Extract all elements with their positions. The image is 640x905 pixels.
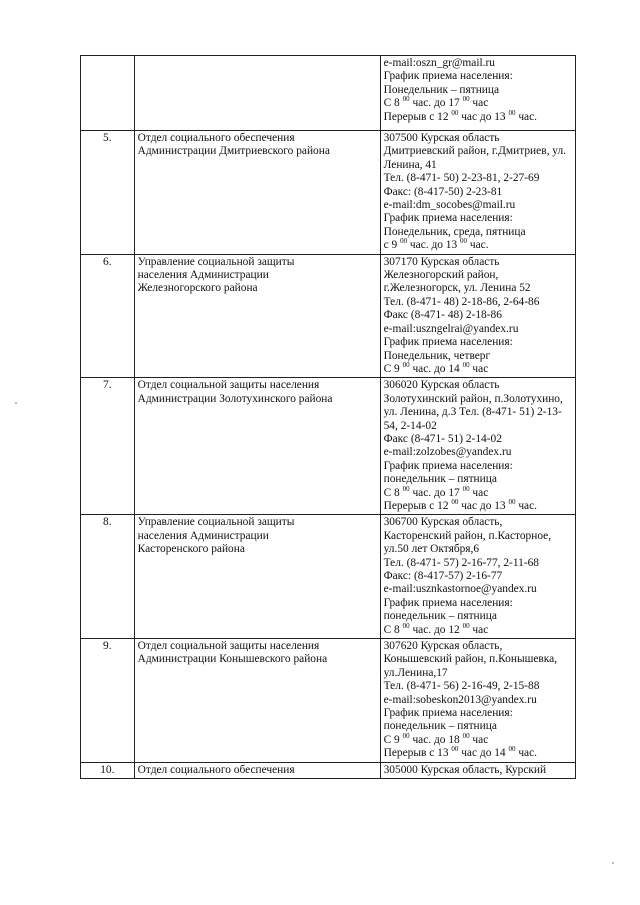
- office-contacts: [380, 131, 575, 255]
- office-name: [134, 762, 380, 778]
- contact-line: С 9 $^{00}$ час. до 14 $^{00}$ час: [383, 360, 489, 375]
- office-name-line: Отдел социальной защиты населения: [137, 379, 320, 392]
- office-name-line: Администрации Конышевского района: [137, 653, 328, 666]
- contact-line: Конышевский район, п.Конышевка,: [383, 653, 558, 666]
- contact-line: Тел. (8-471- 50) 2-23-81, 2-27-69: [383, 172, 540, 185]
- contact-line: ул.50 лет Октября,6: [383, 543, 480, 556]
- contact-line: e-mail:sobeskon2013@yandex.ru: [383, 693, 537, 706]
- contact-line: 305000 Курская область, Курский: [383, 763, 547, 776]
- table-body: [81, 56, 576, 779]
- contact-line: e-mail:oszn_gr@mail.ru: [383, 57, 496, 69]
- office-name-line: Отдел социального обеспечения: [137, 132, 295, 144]
- contact-line: Тел. (8-471- 48) 2-18-86, 2-64-86: [383, 295, 540, 308]
- contact-line: ул.Ленина,17: [383, 666, 448, 679]
- office-name-line: населения Администрации: [137, 269, 269, 282]
- office-name-line: Администрации Золотухинского района: [137, 392, 333, 405]
- table-row: [81, 639, 576, 763]
- office-name: [134, 131, 380, 255]
- office-name-line: Отдел социальной защиты населения: [137, 640, 320, 653]
- contact-line: 307500 Курская область: [383, 132, 500, 144]
- contact-line: График приема населения:: [383, 459, 513, 472]
- office-name: [134, 515, 380, 639]
- contact-line: Факс: (8-417-50) 2-23-81: [383, 185, 503, 198]
- contact-line: Тел. (8-471- 56) 2-16-49, 2-15-88: [383, 680, 540, 693]
- contact-line: Перерыв с 12 $^{00}$ час до 13 $^{00}$ час.: [383, 108, 538, 123]
- contact-line: Ленина, 41: [383, 158, 437, 171]
- office-name-line: Администрации Дмитриевского района: [137, 145, 330, 158]
- office-name-line: Управление социальной защиты: [137, 255, 295, 268]
- row-number: 6.: [81, 254, 135, 378]
- superscript-minutes: 00: [462, 360, 470, 369]
- contact-line: Дмитриевский район, г.Дмитриев, ул.: [383, 145, 566, 158]
- contact-line: Железногорский район,: [383, 269, 499, 282]
- superscript-minutes: 00: [402, 360, 410, 369]
- row-number: [81, 56, 135, 131]
- contact-line: понедельник – пятница: [383, 720, 497, 733]
- office-contacts: [380, 762, 575, 778]
- superscript-minutes: 00: [508, 497, 516, 506]
- superscript-minutes: 00: [508, 108, 516, 117]
- contact-line: e-mail:usznkastornoe@yandex.ru: [383, 583, 537, 596]
- office-contacts: [380, 515, 575, 639]
- contact-line: ул. Ленина, д.3 Тел. (8-471- 51) 2-13-: [383, 406, 562, 419]
- contact-line: г.Железногорск, ул. Ленина 52: [383, 282, 531, 295]
- contact-line: 307170 Курская область: [383, 255, 500, 268]
- contact-line: Понедельник – пятница: [383, 83, 500, 96]
- contact-line: 307620 Курская область,: [383, 640, 503, 653]
- office-name: [134, 56, 380, 131]
- office-name: [134, 639, 380, 763]
- contact-line: С 8 $^{00}$ час. до 12 $^{00}$ час: [383, 621, 489, 636]
- contact-line: e-mail:zolzobes@yandex.ru: [383, 446, 512, 459]
- contact-line: График приема населения:: [383, 596, 513, 609]
- contact-line: e-mail:uszngelrai@yandex.ru: [383, 322, 519, 335]
- table-row: [81, 254, 576, 378]
- contact-line: Тел. (8-471- 57) 2-16-77, 2-11-68: [383, 556, 540, 569]
- contact-line: 54, 2-14-02: [383, 419, 437, 432]
- superscript-minutes: 00: [508, 745, 516, 754]
- contact-line: График приема населения:: [383, 336, 513, 349]
- contact-line: График приема населения:: [383, 212, 513, 225]
- office-contacts: [380, 56, 575, 131]
- table-row: [81, 378, 576, 515]
- social-protection-offices-table: [80, 55, 576, 779]
- office-contacts: [380, 254, 575, 378]
- superscript-minutes: 00: [402, 484, 410, 493]
- contact-line: График приема населения:: [383, 70, 513, 83]
- contact-line: Перерыв с 13 $^{00}$ час до 14 $^{00}$ час.: [383, 745, 538, 760]
- contact-line: С 8 $^{00}$ час. до 17 $^{00}$ час: [383, 95, 489, 110]
- superscript-minutes: 00: [451, 497, 459, 506]
- office-name: [134, 254, 380, 378]
- office-name-line: Управление социальной защиты: [137, 516, 295, 529]
- superscript-minutes: 00: [462, 731, 470, 740]
- contact-line: С 9 $^{00}$ час. до 18 $^{00}$ час: [383, 731, 489, 746]
- row-number: 7.: [81, 378, 135, 515]
- row-number: 9.: [81, 639, 135, 763]
- table-row: [81, 56, 576, 131]
- superscript-minutes: 00: [462, 621, 470, 630]
- contact-line: Факс: (8-417-57) 2-16-77: [383, 570, 503, 582]
- scan-speck: [15, 402, 17, 404]
- superscript-minutes: 00: [462, 484, 470, 493]
- table-row: [81, 762, 576, 778]
- row-number: 8.: [81, 515, 135, 639]
- superscript-minutes: 00: [451, 745, 459, 754]
- contact-line: Понедельник, среда, пятница: [383, 225, 526, 238]
- superscript-minutes: 00: [451, 108, 459, 117]
- office-contacts: [380, 378, 575, 515]
- office-contacts: [380, 639, 575, 763]
- superscript-minutes: 00: [400, 237, 408, 246]
- contact-line: Золотухинский район, п.Золотухино,: [383, 392, 563, 405]
- contact-line: Факс (8-471- 48) 2-18-86: [383, 309, 502, 322]
- contact-line: 306700 Курская область,: [383, 516, 503, 529]
- superscript-minutes: 00: [402, 95, 410, 104]
- office-name: [134, 378, 380, 515]
- office-name-line: Железногорского района: [137, 282, 258, 295]
- office-name-line: Отдел социального обеспечения: [137, 763, 295, 776]
- contact-line: Понедельник, четверг: [383, 349, 491, 362]
- superscript-minutes: 00: [462, 95, 470, 104]
- contact-line: e-mail:dm_socobes@mail.ru: [383, 199, 516, 212]
- contact-line: Касторенский район, п.Касторное,: [383, 529, 552, 542]
- superscript-minutes: 00: [460, 237, 468, 246]
- row-number: 10.: [81, 762, 135, 778]
- contact-line: Перерыв с 12 $^{00}$ час до 13 $^{00}$ час.: [383, 497, 538, 512]
- contact-line: График приема населения:: [383, 707, 513, 720]
- contact-line: понедельник – пятница: [383, 473, 497, 486]
- office-name-line: населения Администрации: [137, 529, 269, 542]
- contact-line: С 8 $^{00}$ час. до 17 $^{00}$ час: [383, 484, 489, 499]
- office-name-line: Касторенского района: [137, 543, 245, 556]
- scan-speck: [612, 862, 614, 864]
- superscript-minutes: 00: [402, 621, 410, 630]
- contact-line: 306020 Курская область: [383, 379, 500, 392]
- contact-line: с 9 $^{00}$ час. до 13 $^{00}$ час.: [383, 237, 489, 252]
- contact-line: понедельник – пятница: [383, 610, 497, 623]
- row-number: 5.: [81, 131, 135, 255]
- table-row: [81, 515, 576, 639]
- superscript-minutes: 00: [402, 731, 410, 740]
- table-row: [81, 131, 576, 255]
- contact-line: Факс (8-471- 51) 2-14-02: [383, 432, 502, 445]
